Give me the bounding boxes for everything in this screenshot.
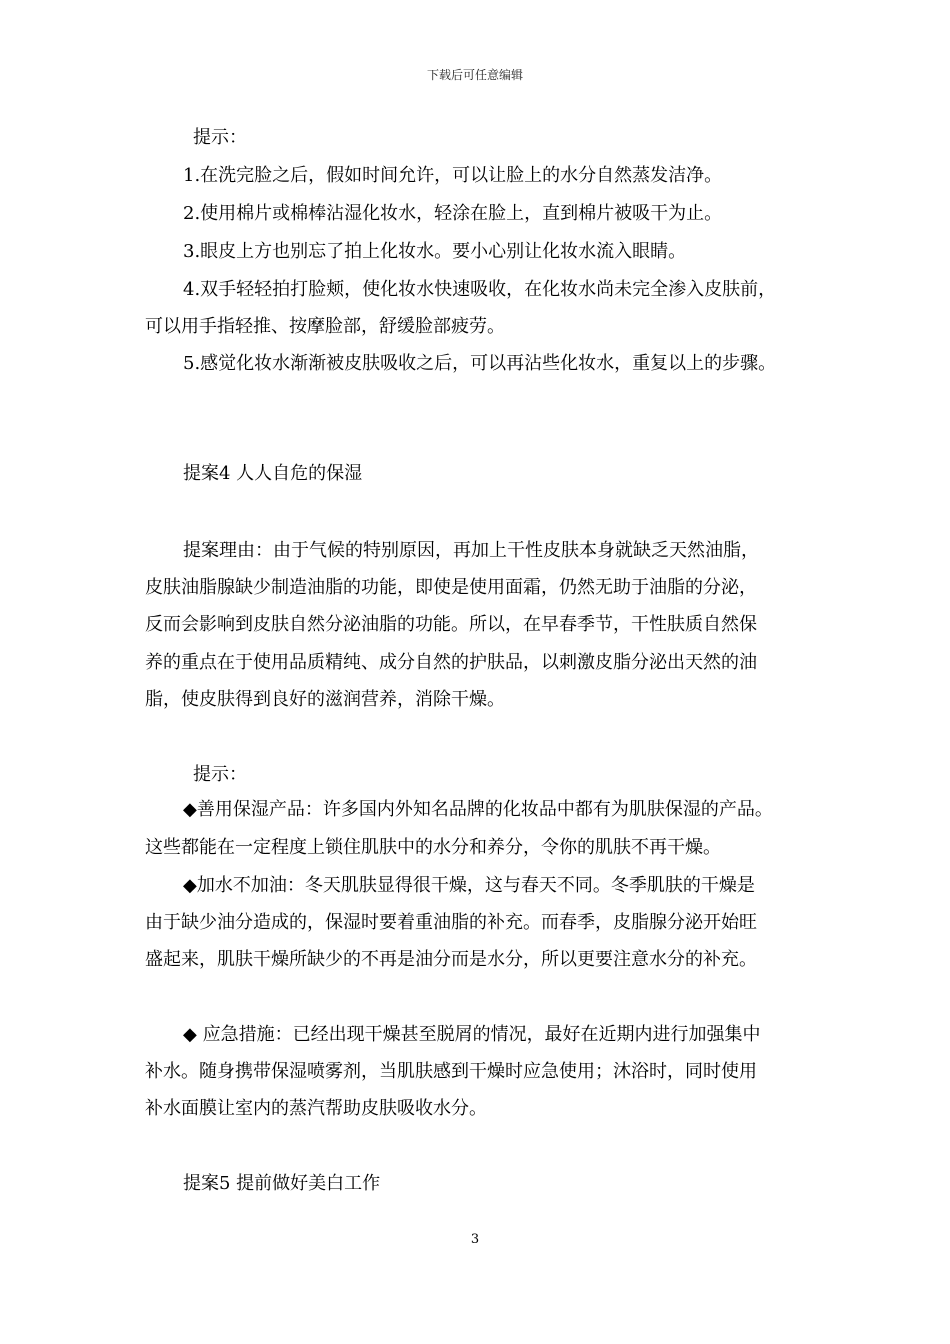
tip-item-1: 1.在洗完脸之后，假如时间允许，可以让脸上的水分自然蒸发洁净。	[183, 165, 723, 186]
bullet-1-line-2: 这些都能在一定程度上锁住肌肤中的水分和养分，令你的肌肤不再干燥。	[145, 837, 721, 858]
proposal-4-title: 提案4 人人自危的保湿	[183, 463, 363, 484]
page-number: 3	[470, 1232, 480, 1247]
proposal-5-title: 提案5 提前做好美白工作	[183, 1173, 381, 1194]
bullet-3-line-1: ◆ 应急措施：已经出现干燥甚至脱屑的情况，最好在近期内进行加强集中	[183, 1024, 761, 1045]
tips-label: 提示：	[193, 127, 247, 148]
proposal-4-reason-line-1: 提案理由：由于气候的特别原因，再加上干性皮肤本身就缺乏天然油脂，	[183, 540, 759, 561]
proposal-4-reason-line-5: 脂，使皮肤得到良好的滋润营养，消除干燥。	[145, 689, 505, 710]
bullet-2-line-1: ◆加水不加油：冬天肌肤显得很干燥，这与春天不同。冬季肌肤的干燥是	[183, 875, 755, 896]
tip-item-4-line-1: 4.双手轻轻拍打脸颊，使化妆水快速吸收，在化妆水尚未完全渗入皮肤前，	[183, 279, 777, 300]
page-header: 下载后可任意编辑	[426, 68, 523, 82]
bullet-2-line-2: 由于缺少油分造成的，保湿时要着重油脂的补充。而春季，皮脂腺分泌开始旺	[145, 912, 757, 933]
bullet-3-line-3: 补水面膜让室内的蒸汽帮助皮肤吸收水分。	[145, 1098, 487, 1119]
tip-item-5: 5.感觉化妆水渐渐被皮肤吸收之后，可以再沾些化妆水，重复以上的步骤。	[183, 353, 777, 374]
tip-item-3: 3.眼皮上方也别忘了拍上化妆水。要小心别让化妆水流入眼睛。	[183, 241, 687, 262]
proposal-4-reason-line-2: 皮肤油脂腺缺少制造油脂的功能，即使是使用面霜，仍然无助于油脂的分泌，	[145, 577, 757, 598]
tip-item-2: 2.使用棉片或棉棒沾湿化妆水，轻涂在脸上，直到棉片被吸干为止。	[183, 203, 723, 224]
bullet-3-line-2: 补水。随身携带保湿喷雾剂，当肌肤感到干燥时应急使用；沐浴时，同时使用	[145, 1061, 757, 1082]
tips-label-2: 提示：	[193, 764, 247, 785]
proposal-4-reason-line-3: 反而会影响到皮肤自然分泌油脂的功能。所以，在早春季节，干性肤质自然保	[145, 614, 757, 635]
proposal-4-reason-line-4: 养的重点在于使用品质精纯、成分自然的护肤品，以刺激皮脂分泌出天然的油	[145, 652, 757, 673]
bullet-1-line-1: ◆善用保湿产品：许多国内外知名品牌的化妆品中都有为肌肤保湿的产品。	[183, 799, 773, 820]
bullet-2-line-3: 盛起来，肌肤干燥所缺少的不再是油分而是水分，所以更要注意水分的补充。	[145, 949, 757, 970]
tip-item-4-line-2: 可以用手指轻推、按摩脸部，舒缓脸部疲劳。	[145, 316, 505, 337]
